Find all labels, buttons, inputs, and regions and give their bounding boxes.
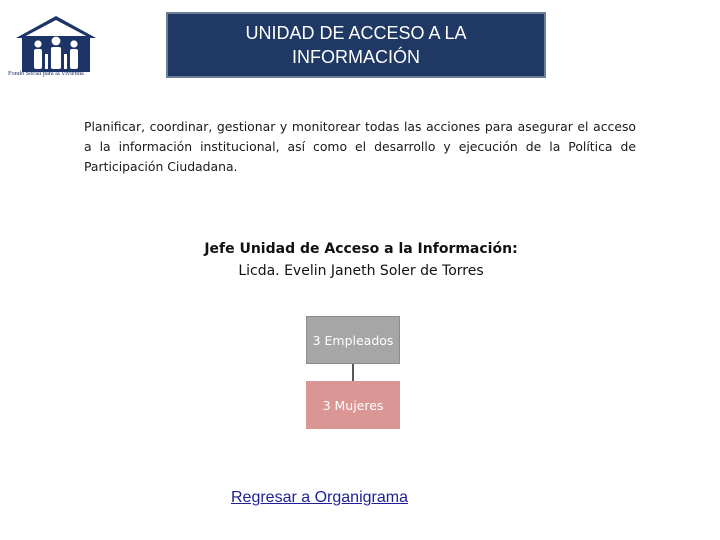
- employees-box: [306, 316, 400, 364]
- unit-description: Planificar, coordinar, gestionar y monitorear todas las acciones para asegurar el acceso a la información institucional, así como el desarrollo y ejecución de la Política de Participación Ciudadana.: [84, 119, 636, 174]
- women-label: 3 Mujeres: [322, 397, 384, 413]
- women-box: [306, 381, 400, 429]
- page-title: UNIDAD DE ACCESO A LA INFORMACIÓN: [245, 23, 467, 67]
- logo-caption: Fondo Social para la Vivienda: [8, 70, 84, 77]
- chief-block: [160, 238, 562, 282]
- org-connector: [352, 364, 354, 382]
- chief-title: Jefe Unidad de Acceso a la Información:: [204, 241, 518, 257]
- employees-label: 3 Empleados: [312, 332, 394, 348]
- title-banner: [166, 12, 546, 78]
- chief-name: Licda. Evelin Janeth Soler de Torres: [238, 263, 484, 279]
- back-to-org-chart-link[interactable]: Regresar a Organigrama: [231, 489, 408, 506]
